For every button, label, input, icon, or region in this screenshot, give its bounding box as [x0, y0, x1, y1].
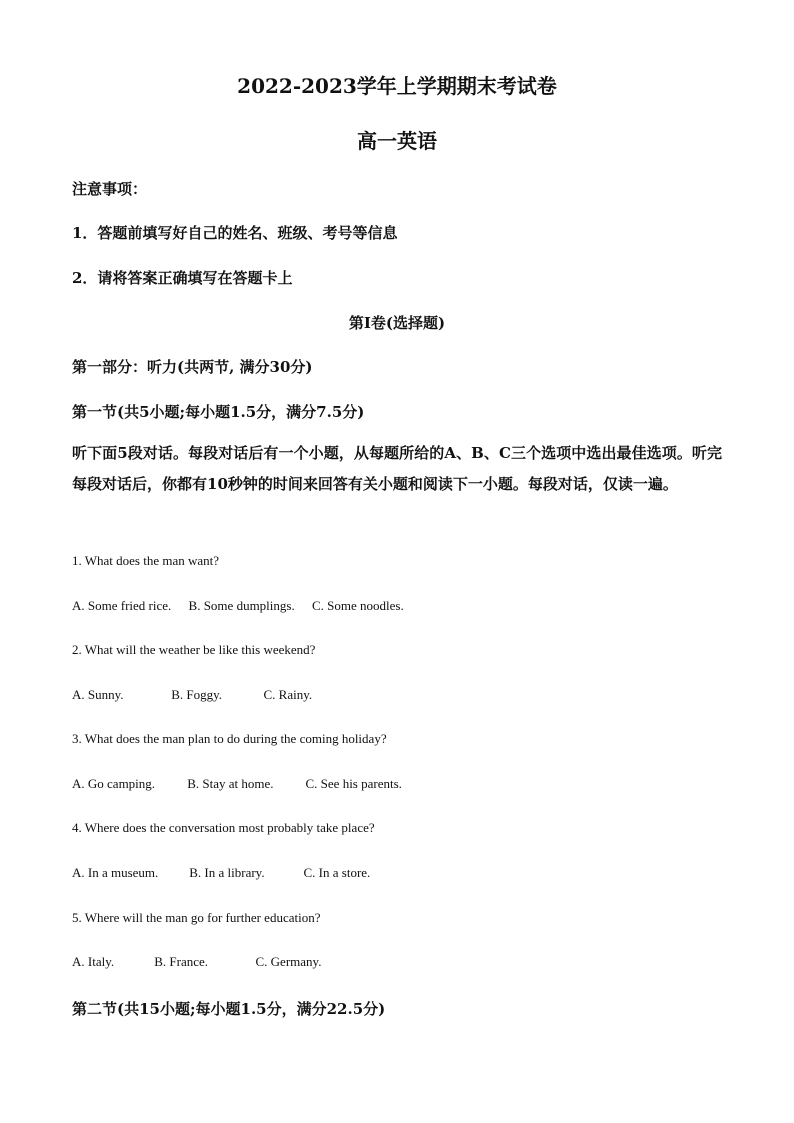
note-item: 1．答题前填写好自己的姓名、班级、考号等信息: [72, 224, 398, 242]
subject-title: 高一英语: [357, 129, 437, 153]
section-heading: 第二节(共15小题;每小题1.5分，满分22.5分): [72, 1000, 386, 1018]
option: B. France.: [154, 954, 209, 969]
option: C. Some noodles.: [311, 598, 404, 613]
option: C. See his parents.: [305, 776, 402, 791]
option: C. In a store.: [303, 865, 371, 880]
question-stem: 5. Where will the man go for further education?: [72, 910, 321, 925]
question-stem: 2. What will the weather be like this weekend?: [72, 642, 316, 657]
question-options: [72, 954, 321, 970]
option: B. Foggy.: [171, 687, 223, 702]
question-stem: 4. Where does the conversation most probably take place?: [72, 820, 375, 835]
option: A. Go camping.: [72, 776, 156, 791]
question-stem: 3. What does the man plan to do during the coming holiday?: [72, 731, 387, 746]
exam-title: 2022-2023学年上学期期末考试卷: [237, 74, 557, 98]
option: C. Germany.: [255, 954, 322, 969]
option: A. Some fried rice.: [72, 598, 172, 613]
option: B. Stay at home.: [187, 776, 274, 791]
part-heading: 第一部分：听力(共两节, 满分30分): [72, 358, 313, 376]
option: C. Rainy.: [263, 687, 313, 702]
option: A. Sunny.: [72, 687, 124, 702]
option: B. Some dumplings.: [188, 598, 295, 613]
section-heading: 第一节(共5小题;每小题1.5分，满分7.5分): [72, 403, 365, 421]
instructions-paragraph: 听下面5段对话。每段对话后有一个小题，从每题所给的A、B、C三个选项中选出最佳选项。听完每段对话后，你都有10秒钟的时间来回答有关小题和阅读下一小题。每段对话，仅读一遍。: [72, 444, 722, 493]
question-options: [72, 865, 370, 881]
notes-heading: 注意事项：: [72, 180, 148, 198]
question-options: [72, 598, 404, 614]
question-options: [72, 687, 312, 703]
option: A. In a museum.: [72, 865, 159, 880]
question-stem: 1. What does the man want?: [72, 553, 220, 568]
note-item: 2．请将答案正确填写在答题卡上: [72, 269, 293, 287]
option: A. Italy.: [72, 954, 115, 969]
option: B. In a library.: [189, 865, 265, 880]
question-options: [72, 776, 402, 792]
volume-heading: 第I卷(选择题): [348, 314, 446, 332]
